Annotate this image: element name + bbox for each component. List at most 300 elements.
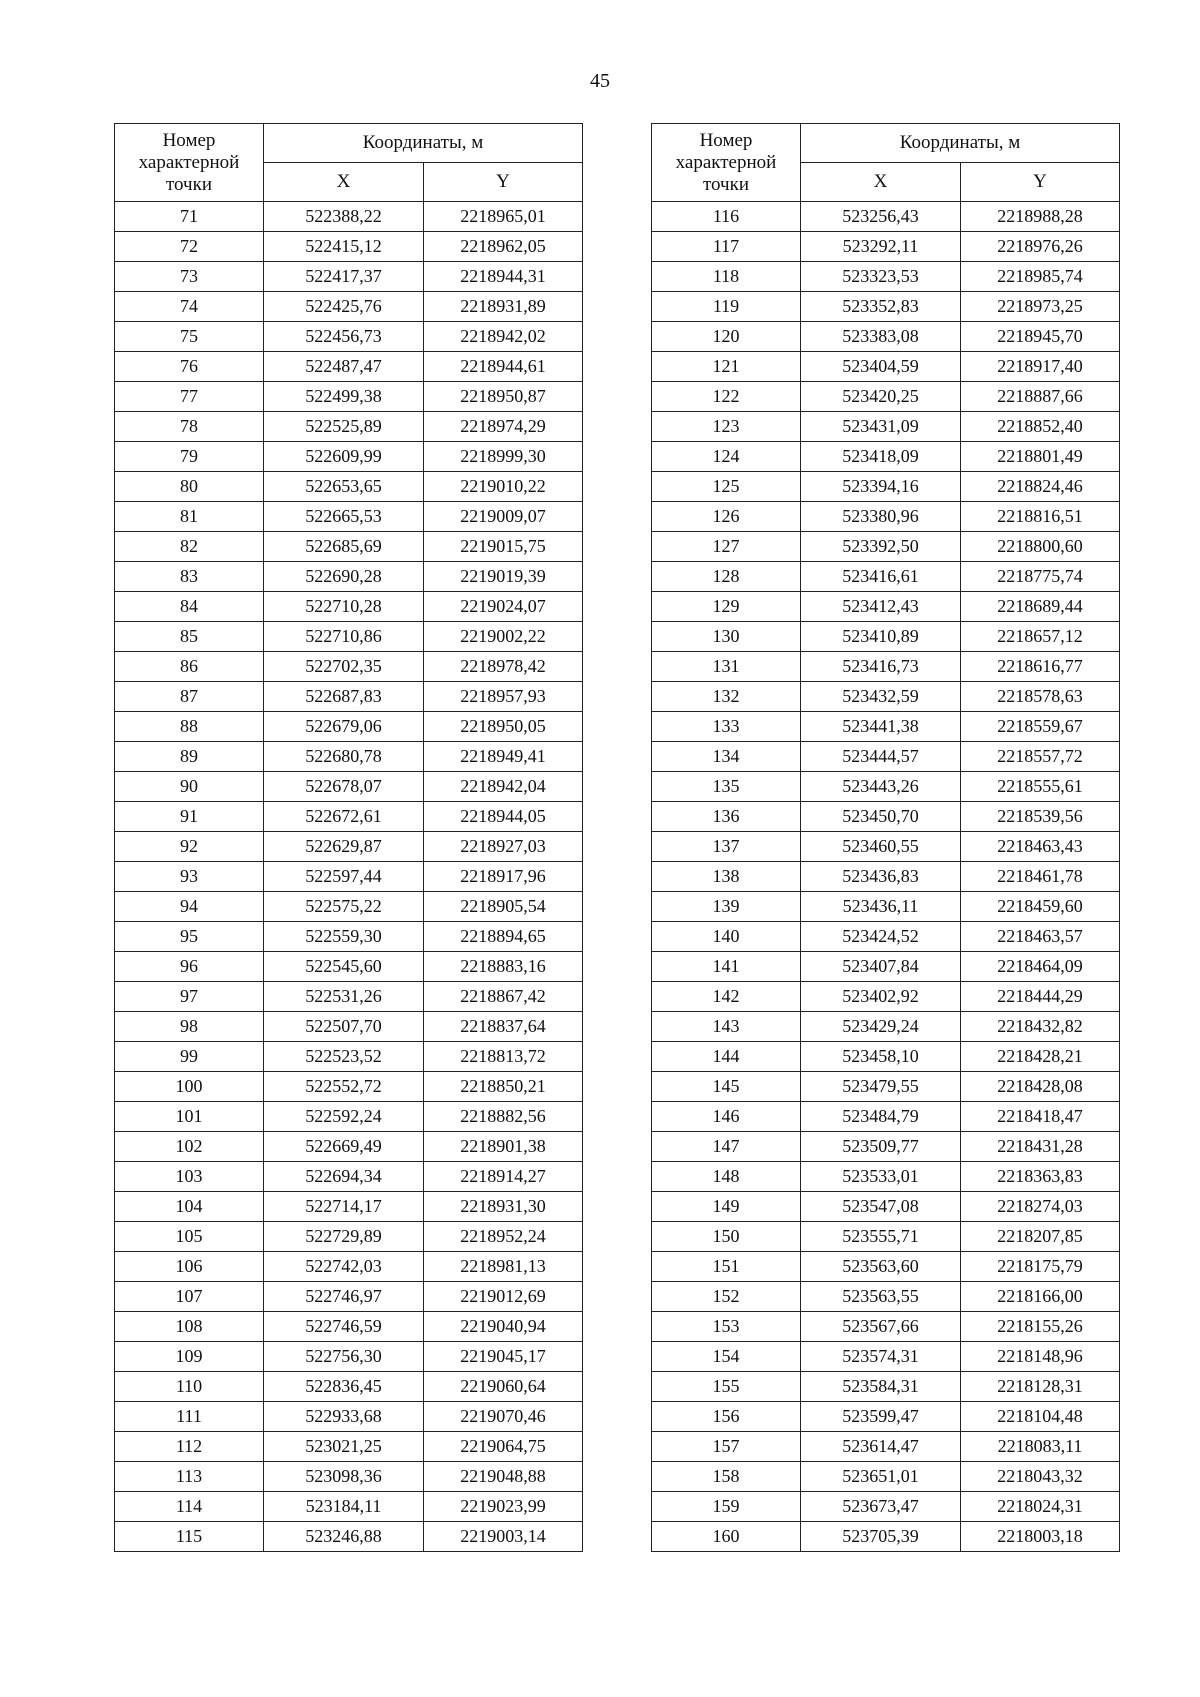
x-coordinate-cell: 523418,09 [801,442,961,472]
table-row [652,292,1120,322]
x-coordinate-cell: 522836,45 [264,1372,424,1402]
x-coordinate-cell: 523563,60 [801,1252,961,1282]
point-number-cell: 119 [652,292,801,322]
x-coordinate-cell: 523567,66 [801,1312,961,1342]
point-number-cell: 89 [115,742,264,772]
y-coordinate-cell: 2218917,96 [424,862,583,892]
y-coordinate-cell: 2218207,85 [961,1222,1120,1252]
point-number-cell: 80 [115,472,264,502]
x-coordinate-cell: 523458,10 [801,1042,961,1072]
table-row [652,682,1120,712]
point-number-cell: 123 [652,412,801,442]
x-coordinate-cell: 523021,25 [264,1432,424,1462]
x-coordinate-cell: 523431,09 [801,412,961,442]
x-coordinate-cell: 522456,73 [264,322,424,352]
point-number-cell: 150 [652,1222,801,1252]
x-coordinate-cell: 522710,28 [264,592,424,622]
table-row [115,832,583,862]
table-row [115,1312,583,1342]
table-row [652,532,1120,562]
point-number-cell: 142 [652,982,801,1012]
point-number-cell: 92 [115,832,264,862]
y-coordinate-cell: 2218985,74 [961,262,1120,292]
x-coordinate-cell: 523484,79 [801,1102,961,1132]
x-coordinate-cell: 523555,71 [801,1222,961,1252]
point-number-cell: 121 [652,352,801,382]
x-coordinate-cell: 523416,61 [801,562,961,592]
point-number-cell: 141 [652,952,801,982]
table-row [115,202,583,232]
table-row [652,1192,1120,1222]
point-number-cell: 156 [652,1402,801,1432]
x-coordinate-cell: 523402,92 [801,982,961,1012]
table-row [652,772,1120,802]
point-number-cell: 95 [115,922,264,952]
point-number-cell: 124 [652,442,801,472]
y-coordinate-cell: 2218148,96 [961,1342,1120,1372]
y-coordinate-cell: 2219015,75 [424,532,583,562]
table-body [115,202,583,1552]
table-row [652,322,1120,352]
table-row [652,472,1120,502]
point-number-cell: 104 [115,1192,264,1222]
point-number-cell: 73 [115,262,264,292]
y-coordinate-cell: 2218942,04 [424,772,583,802]
table-row [115,442,583,472]
table-row [115,1162,583,1192]
y-coordinate-cell: 2218917,40 [961,352,1120,382]
table-row [115,802,583,832]
x-coordinate-cell: 522388,22 [264,202,424,232]
point-number-cell: 128 [652,562,801,592]
x-coordinate-cell: 523429,24 [801,1012,961,1042]
point-number-cell: 147 [652,1132,801,1162]
y-coordinate-cell: 2218083,11 [961,1432,1120,1462]
point-number-cell: 103 [115,1162,264,1192]
coordinates-table-right [651,123,1120,1552]
point-number-cell: 109 [115,1342,264,1372]
point-number-cell: 76 [115,352,264,382]
x-coordinate-cell: 522653,65 [264,472,424,502]
y-coordinate-cell: 2219012,69 [424,1282,583,1312]
y-coordinate-cell: 2218894,65 [424,922,583,952]
y-coordinate-cell: 2218914,27 [424,1162,583,1192]
y-coordinate-cell: 2218837,64 [424,1012,583,1042]
point-number-cell: 115 [115,1522,264,1552]
y-coordinate-cell: 2218578,63 [961,682,1120,712]
table-row [115,1102,583,1132]
table-row [115,622,583,652]
y-coordinate-cell: 2218852,40 [961,412,1120,442]
y-coordinate-cell: 2219060,64 [424,1372,583,1402]
x-header: X [264,163,424,202]
point-number-cell: 81 [115,502,264,532]
x-coordinate-cell: 522729,89 [264,1222,424,1252]
x-coordinate-cell: 522678,07 [264,772,424,802]
point-number-cell: 146 [652,1102,801,1132]
table-row [115,1072,583,1102]
x-coordinate-cell: 523416,73 [801,652,961,682]
table-row [115,352,583,382]
table-row [652,1372,1120,1402]
point-number-cell: 120 [652,322,801,352]
x-coordinate-cell: 523614,47 [801,1432,961,1462]
point-number-cell: 117 [652,232,801,262]
x-coordinate-cell: 522417,37 [264,262,424,292]
table-row [652,1042,1120,1072]
point-number-cell: 154 [652,1342,801,1372]
point-number-cell: 158 [652,1462,801,1492]
x-coordinate-cell: 523444,57 [801,742,961,772]
x-coordinate-cell: 523443,26 [801,772,961,802]
x-coordinate-cell: 522746,97 [264,1282,424,1312]
x-coordinate-cell: 523599,47 [801,1402,961,1432]
table-row [115,1342,583,1372]
point-number-cell: 82 [115,532,264,562]
x-coordinate-cell: 523383,08 [801,322,961,352]
table-row [652,1102,1120,1132]
point-number-cell: 98 [115,1012,264,1042]
table-row [652,1342,1120,1372]
x-coordinate-cell: 522575,22 [264,892,424,922]
table-row [115,652,583,682]
point-number-cell: 112 [115,1432,264,1462]
point-number-cell: 129 [652,592,801,622]
y-header: Y [424,163,583,202]
x-coordinate-cell: 522559,30 [264,922,424,952]
x-coordinate-cell: 522702,35 [264,652,424,682]
y-coordinate-cell: 2219024,07 [424,592,583,622]
point-number-cell: 87 [115,682,264,712]
y-coordinate-cell: 2218657,12 [961,622,1120,652]
table-row [115,322,583,352]
table-row [652,652,1120,682]
y-coordinate-cell: 2218801,49 [961,442,1120,472]
table-row [652,622,1120,652]
point-number-cell: 102 [115,1132,264,1162]
y-coordinate-cell: 2218539,56 [961,802,1120,832]
y-coordinate-cell: 2218901,38 [424,1132,583,1162]
table-row [115,1402,583,1432]
table-row [652,802,1120,832]
y-coordinate-cell: 2218950,87 [424,382,583,412]
table-row [652,1462,1120,1492]
y-coordinate-cell: 2218944,31 [424,262,583,292]
y-coordinate-cell: 2219009,07 [424,502,583,532]
point-number-cell: 118 [652,262,801,292]
table-row [652,832,1120,862]
x-coordinate-cell: 522597,44 [264,862,424,892]
x-coordinate-cell: 522545,60 [264,952,424,982]
y-coordinate-cell: 2218813,72 [424,1042,583,1072]
table-row [652,1522,1120,1552]
y-coordinate-cell: 2218175,79 [961,1252,1120,1282]
y-coordinate-cell: 2218883,16 [424,952,583,982]
x-coordinate-cell: 523651,01 [801,1462,961,1492]
point-number-cell: 153 [652,1312,801,1342]
x-coordinate-cell: 522680,78 [264,742,424,772]
y-coordinate-cell: 2218418,47 [961,1102,1120,1132]
point-number-cell: 83 [115,562,264,592]
x-coordinate-cell: 523547,08 [801,1192,961,1222]
table-row [115,502,583,532]
y-header: Y [961,163,1120,202]
x-coordinate-cell: 522687,83 [264,682,424,712]
x-coordinate-cell: 523394,16 [801,472,961,502]
y-coordinate-cell: 2218432,82 [961,1012,1120,1042]
x-coordinate-cell: 523436,83 [801,862,961,892]
table-row [652,1012,1120,1042]
x-coordinate-cell: 522415,12 [264,232,424,262]
point-number-cell: 143 [652,1012,801,1042]
point-number-cell: 79 [115,442,264,472]
y-coordinate-cell: 2218944,05 [424,802,583,832]
x-coordinate-cell: 522592,24 [264,1102,424,1132]
table-row [115,1372,583,1402]
point-number-cell: 78 [115,412,264,442]
table-row [115,232,583,262]
x-coordinate-cell: 522710,86 [264,622,424,652]
table-row [652,592,1120,622]
point-number-cell: 74 [115,292,264,322]
table-row [115,382,583,412]
x-coordinate-cell: 522425,76 [264,292,424,322]
table-row [115,772,583,802]
point-number-cell: 134 [652,742,801,772]
y-coordinate-cell: 2218431,28 [961,1132,1120,1162]
x-coordinate-cell: 522552,72 [264,1072,424,1102]
y-coordinate-cell: 2218461,78 [961,862,1120,892]
y-coordinate-cell: 2218952,24 [424,1222,583,1252]
table-row [115,1252,583,1282]
y-coordinate-cell: 2218976,26 [961,232,1120,262]
table-row [115,592,583,622]
table-row [115,1222,583,1252]
table-row [652,412,1120,442]
x-coordinate-cell: 523410,89 [801,622,961,652]
table-row [115,532,583,562]
y-coordinate-cell: 2218104,48 [961,1402,1120,1432]
table-row [652,892,1120,922]
table-row [652,1402,1120,1432]
table-row [115,1462,583,1492]
point-number-header: Номер характерной точки [115,124,264,202]
y-coordinate-cell: 2218978,42 [424,652,583,682]
x-coordinate-cell: 523673,47 [801,1492,961,1522]
y-coordinate-cell: 2219010,22 [424,472,583,502]
x-coordinate-cell: 523380,96 [801,502,961,532]
y-coordinate-cell: 2218459,60 [961,892,1120,922]
point-number-cell: 148 [652,1162,801,1192]
table-row [115,952,583,982]
x-coordinate-cell: 522714,17 [264,1192,424,1222]
table-row [115,1042,583,1072]
point-number-cell: 110 [115,1372,264,1402]
table-row [652,1132,1120,1162]
x-coordinate-cell: 522523,52 [264,1042,424,1072]
x-coordinate-cell: 523584,31 [801,1372,961,1402]
point-number-cell: 139 [652,892,801,922]
page-number: 45 [590,70,610,92]
x-coordinate-cell: 522665,53 [264,502,424,532]
x-coordinate-cell: 522525,89 [264,412,424,442]
y-coordinate-cell: 2218999,30 [424,442,583,472]
y-coordinate-cell: 2218616,77 [961,652,1120,682]
point-number-cell: 113 [115,1462,264,1492]
y-coordinate-cell: 2219003,14 [424,1522,583,1552]
x-coordinate-cell: 523479,55 [801,1072,961,1102]
table-row [115,862,583,892]
x-coordinate-cell: 522742,03 [264,1252,424,1282]
y-coordinate-cell: 2218850,21 [424,1072,583,1102]
y-coordinate-cell: 2218950,05 [424,712,583,742]
point-number-cell: 138 [652,862,801,892]
table-row [115,1432,583,1462]
y-coordinate-cell: 2218555,61 [961,772,1120,802]
x-coordinate-cell: 523705,39 [801,1522,961,1552]
x-coordinate-cell: 522531,26 [264,982,424,1012]
y-coordinate-cell: 2218024,31 [961,1492,1120,1522]
point-number-cell: 136 [652,802,801,832]
table-row [652,712,1120,742]
y-coordinate-cell: 2218931,89 [424,292,583,322]
x-coordinate-cell: 522609,99 [264,442,424,472]
table-row [652,442,1120,472]
y-coordinate-cell: 2218824,46 [961,472,1120,502]
table-row [652,862,1120,892]
y-coordinate-cell: 2218557,72 [961,742,1120,772]
y-coordinate-cell: 2218816,51 [961,502,1120,532]
table-row [652,1222,1120,1252]
point-number-cell: 127 [652,532,801,562]
point-number-cell: 135 [652,772,801,802]
y-coordinate-cell: 2218905,54 [424,892,583,922]
point-number-header: Номер характерной точки [652,124,801,202]
x-coordinate-cell: 523432,59 [801,682,961,712]
table-body [652,202,1120,1552]
table-row [115,412,583,442]
point-number-cell: 85 [115,622,264,652]
table-row [652,232,1120,262]
table-row [115,922,583,952]
table-row [115,712,583,742]
table-row [115,682,583,712]
x-coordinate-cell: 523424,52 [801,922,961,952]
x-coordinate-cell: 523352,83 [801,292,961,322]
x-coordinate-cell: 522679,06 [264,712,424,742]
x-coordinate-cell: 523509,77 [801,1132,961,1162]
point-number-cell: 145 [652,1072,801,1102]
table-row [652,262,1120,292]
y-coordinate-cell: 2219070,46 [424,1402,583,1432]
x-coordinate-cell: 523450,70 [801,802,961,832]
x-coordinate-cell: 523533,01 [801,1162,961,1192]
x-coordinate-cell: 523292,11 [801,232,961,262]
y-coordinate-cell: 2218867,42 [424,982,583,1012]
point-number-cell: 96 [115,952,264,982]
table-row [652,562,1120,592]
point-number-cell: 72 [115,232,264,262]
y-coordinate-cell: 2218882,56 [424,1102,583,1132]
y-coordinate-cell: 2219019,39 [424,562,583,592]
point-number-cell: 90 [115,772,264,802]
point-number-cell: 116 [652,202,801,232]
x-coordinate-cell: 523256,43 [801,202,961,232]
y-coordinate-cell: 2218775,74 [961,562,1120,592]
point-number-cell: 105 [115,1222,264,1252]
y-coordinate-cell: 2218444,29 [961,982,1120,1012]
table-row [115,562,583,592]
table-row [652,922,1120,952]
y-coordinate-cell: 2218965,01 [424,202,583,232]
point-number-cell: 151 [652,1252,801,1282]
table-row [115,1492,583,1522]
x-coordinate-cell: 522507,70 [264,1012,424,1042]
table-row [115,982,583,1012]
y-coordinate-cell: 2218689,44 [961,592,1120,622]
point-number-cell: 84 [115,592,264,622]
point-number-cell: 91 [115,802,264,832]
point-number-cell: 126 [652,502,801,532]
x-coordinate-cell: 523404,59 [801,352,961,382]
point-number-cell: 97 [115,982,264,1012]
y-coordinate-cell: 2218559,67 [961,712,1120,742]
table-row [652,1072,1120,1102]
y-coordinate-cell: 2218274,03 [961,1192,1120,1222]
point-number-cell: 122 [652,382,801,412]
point-number-cell: 99 [115,1042,264,1072]
x-coordinate-cell: 523420,25 [801,382,961,412]
point-number-cell: 160 [652,1522,801,1552]
point-number-cell: 132 [652,682,801,712]
table-row [652,382,1120,412]
y-coordinate-cell: 2219064,75 [424,1432,583,1462]
x-coordinate-cell: 523323,53 [801,262,961,292]
y-coordinate-cell: 2218428,08 [961,1072,1120,1102]
x-coordinate-cell: 522756,30 [264,1342,424,1372]
table-row [652,1492,1120,1522]
point-number-cell: 88 [115,712,264,742]
table-row [652,352,1120,382]
y-coordinate-cell: 2218957,93 [424,682,583,712]
x-header: X [801,163,961,202]
y-coordinate-cell: 2219040,94 [424,1312,583,1342]
x-coordinate-cell: 522487,47 [264,352,424,382]
x-coordinate-cell: 523184,11 [264,1492,424,1522]
y-coordinate-cell: 2218887,66 [961,382,1120,412]
point-number-cell: 94 [115,892,264,922]
table-row [652,1162,1120,1192]
table-row [115,892,583,922]
table-row [115,1192,583,1222]
x-coordinate-cell: 523436,11 [801,892,961,922]
x-coordinate-cell: 522746,59 [264,1312,424,1342]
point-number-cell: 114 [115,1492,264,1522]
point-number-cell: 140 [652,922,801,952]
point-number-cell: 131 [652,652,801,682]
point-number-cell: 157 [652,1432,801,1462]
y-coordinate-cell: 2218464,09 [961,952,1120,982]
y-coordinate-cell: 2218463,57 [961,922,1120,952]
y-coordinate-cell: 2218981,13 [424,1252,583,1282]
point-number-cell: 71 [115,202,264,232]
y-coordinate-cell: 2218155,26 [961,1312,1120,1342]
table-row [652,1312,1120,1342]
x-coordinate-cell: 523563,55 [801,1282,961,1312]
point-number-cell: 106 [115,1252,264,1282]
table-row [115,1282,583,1312]
point-number-cell: 93 [115,862,264,892]
